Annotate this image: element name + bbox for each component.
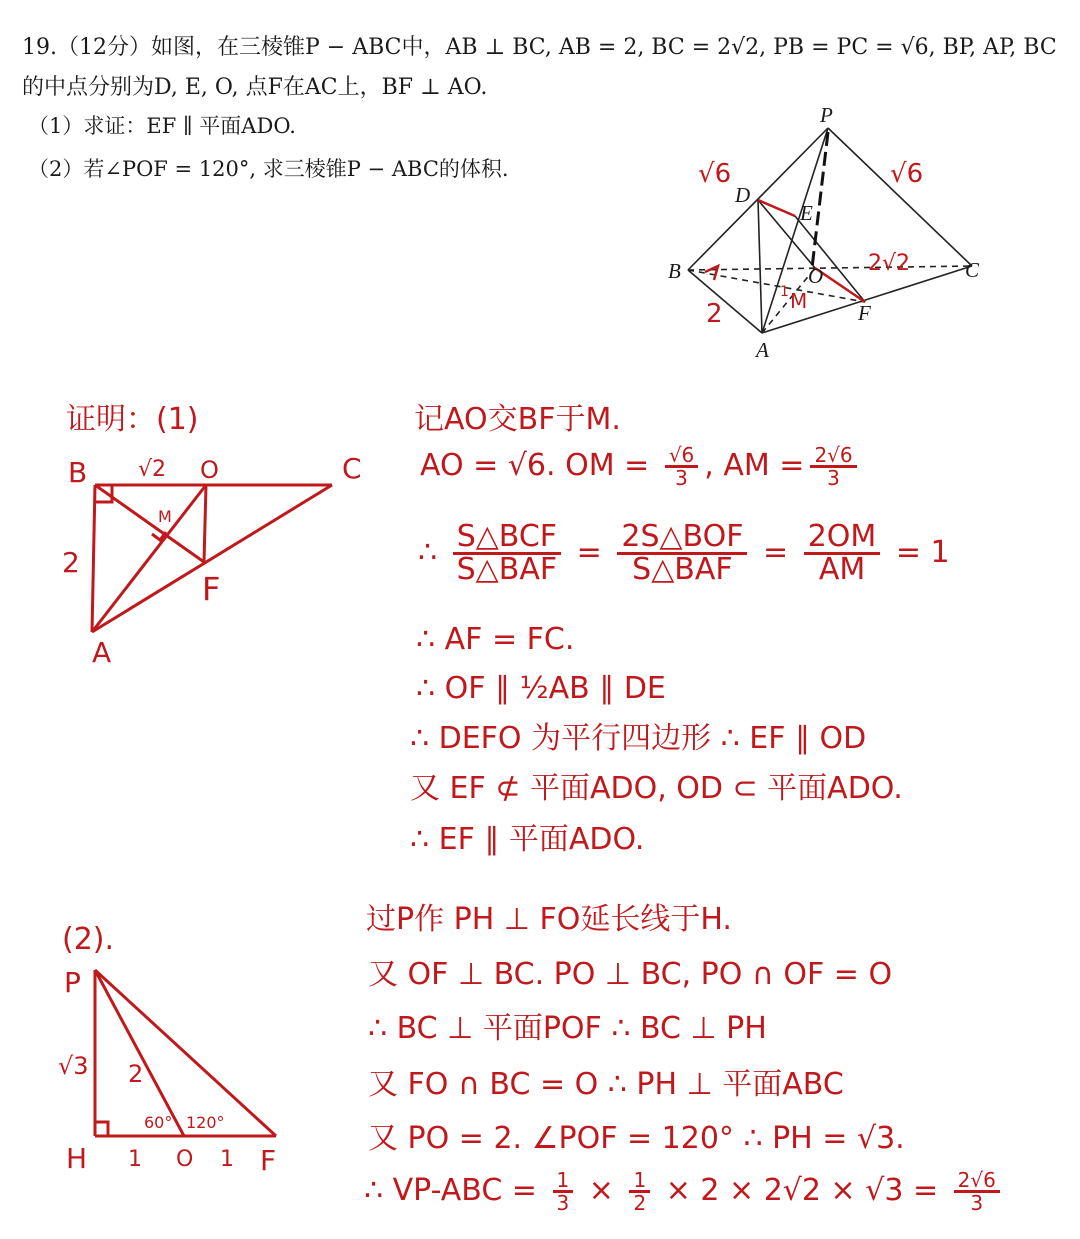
fig1-bo: √2: [138, 457, 167, 482]
problem-part-1: （1）求证：EF ∥ 平面ADO.: [28, 114, 296, 138]
proof1-line-7: ∴ EF ∥ 平面ADO.: [410, 822, 645, 857]
anno-pb: √6: [698, 159, 732, 189]
label-P: P: [820, 103, 833, 127]
fig1-ab: 2: [62, 546, 80, 579]
proof1-line-1: 记AO交BF于M.: [414, 402, 621, 437]
fig2-label-O: O: [176, 1147, 194, 1172]
proof2-line-1: 过P作 PH ⊥ FO延长线于H.: [366, 902, 732, 937]
anno-ab: 2: [706, 299, 723, 329]
label-B: B: [668, 259, 681, 283]
anno-bc: 2√2: [868, 251, 911, 276]
anno-pc: √6: [890, 159, 924, 189]
proof1-line-4: ∴ OF ∥ ½AB ∥ DE: [416, 671, 666, 706]
fig2-label-H: H: [66, 1142, 88, 1175]
label-E: E: [800, 201, 813, 225]
label-O: O: [808, 264, 824, 288]
proof1-ratio: ∴ $\frac{\text{S△BCF}}{\text{S△BAF}}$ = $\frac{\text{2S△BOF}}{\text{S△BAF}}$ = $\frac{2OM}{AM}$ = 1: [418, 519, 950, 587]
fig2-ang120: 120°: [186, 1113, 225, 1132]
proof1-line-2: AO = √6. OM = $\frac{√6}{3}$ , AM = $\frac{2√6}{3}$: [420, 445, 863, 488]
proof2-heading: (2).: [62, 922, 115, 957]
fig1-label-A: A: [92, 636, 112, 669]
proof2-line-3: ∴ BC ⊥ 平面POF ∴ BC ⊥ PH: [368, 1011, 767, 1046]
fig2-ang60: 60°: [144, 1113, 173, 1132]
fig1-label-O: O: [200, 456, 219, 484]
anno-M: M: [790, 289, 808, 313]
fig1-label-C: C: [342, 452, 362, 485]
proof1-heading: 证明：(1): [66, 402, 199, 437]
problem-line-2: 的中点分别为D, E, O, 点F在AC上，BF ⊥ AO.: [22, 75, 488, 100]
anno-om: 1: [780, 284, 789, 300]
proof2-line-4: 又 FO ∩ BC = O ∴ PH ⊥ 平面ABC: [368, 1067, 844, 1102]
proof2-volume: ∴ VP-ABC = $\frac{1}{3}$ × $\frac{1}{2}$ × 2 × 2√2 × √3 = $\frac{2√6}{3}$: [364, 1170, 1006, 1213]
proof1-line-6: 又 EF ⊄ 平面ADO, OD ⊂ 平面ADO.: [410, 771, 903, 806]
proof2-line-5: 又 PO = 2. ∠POF = 120° ∴ PH = √3.: [368, 1121, 905, 1156]
problem-line-1: 19.（12分）如图，在三棱锥P − ABC中，AB ⊥ BC, AB = 2, BC = 2√2, PB = PC = √6, BP, AP, BC: [22, 35, 1057, 60]
fig1-label-F: F: [202, 570, 221, 608]
fig1-label-B: B: [68, 456, 88, 489]
proof1-line-5: ∴ DEFO 为平行四边形 ∴ EF ∥ OD: [410, 721, 867, 756]
fig1-label-M: M: [158, 507, 172, 526]
label-A: A: [756, 338, 769, 362]
problem-part-2: （2）若∠POF = 120°, 求三棱锥P − ABC的体积.: [28, 157, 509, 181]
fig2-ho: 1: [128, 1147, 142, 1172]
fig2-of: 1: [220, 1147, 234, 1172]
fig2-label-F: F: [260, 1144, 277, 1177]
label-F: F: [858, 301, 871, 325]
fig2-ph: √3: [58, 1052, 89, 1080]
label-D: D: [735, 183, 751, 207]
label-C: C: [965, 258, 980, 282]
fig2-label-P: P: [64, 966, 81, 999]
proof2-line-2: 又 OF ⊥ BC. PO ⊥ BC, PO ∩ OF = O: [368, 957, 893, 992]
proof1-line-3: ∴ AF = FC.: [416, 622, 575, 657]
fig2-po: 2: [128, 1060, 144, 1088]
